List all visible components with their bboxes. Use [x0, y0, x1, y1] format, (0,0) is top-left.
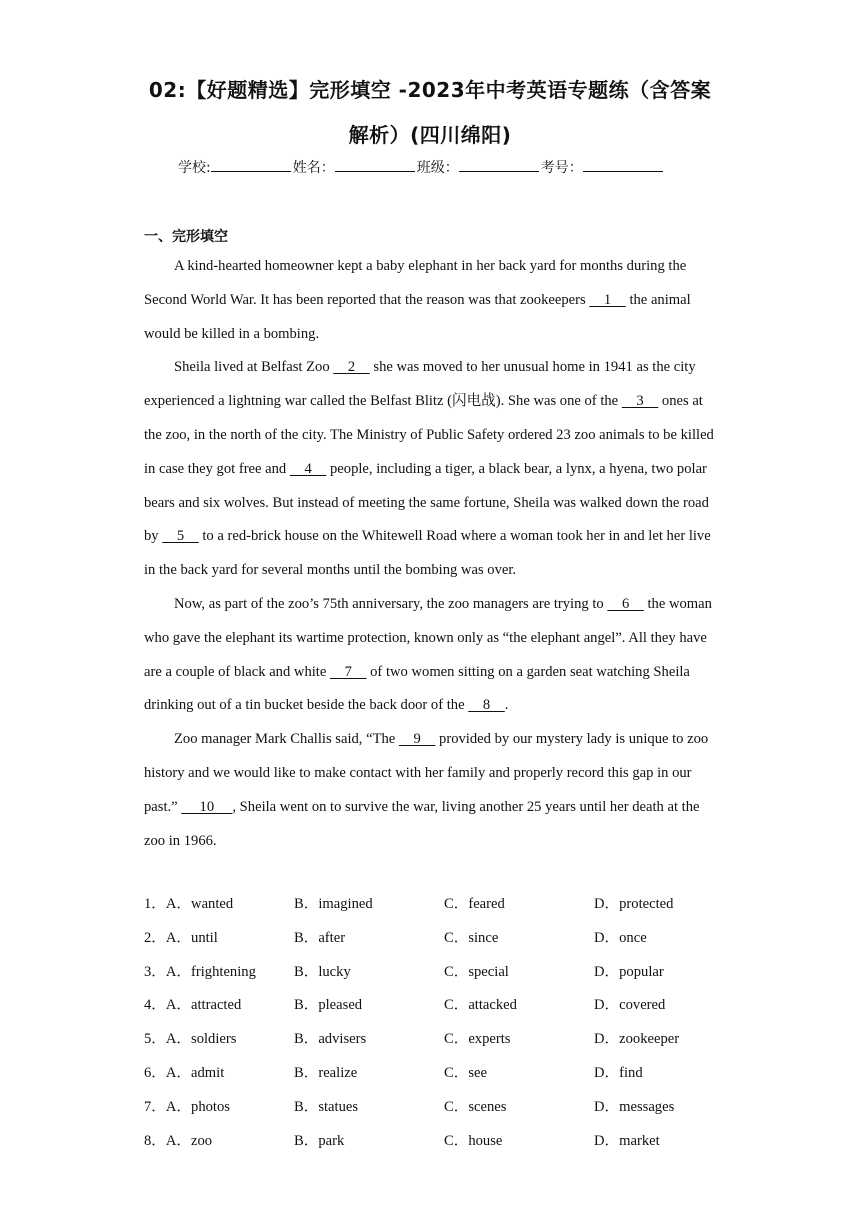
option-a: 8．A．zoo — [144, 1132, 213, 1149]
option-d: D．find — [594, 1064, 643, 1081]
passage-text: the woman who gave the elephant its wartime protection, known only as “the elephant angel”. All they have are a couple of black and white — [144, 595, 712, 680]
school-label: 学校: — [178, 160, 211, 176]
question-7-options — [144, 1091, 744, 1125]
passage-paragraph-2 — [144, 351, 722, 588]
question-1-options — [144, 888, 744, 922]
passage-paragraph-4 — [144, 723, 722, 858]
option-d: D．zookeeper — [594, 1031, 680, 1048]
passage-text: people, including a tiger, a black bear, a lynx, a hyena, two polar bears and six wolves. But instead of meeting the same fortune, Sheila was walked down the road by — [144, 460, 709, 545]
blank-5: 5 — [162, 528, 199, 545]
name-blank — [335, 157, 415, 172]
passage-text: the animal would be killed in a bombing. — [144, 291, 691, 342]
blank-3: 3 — [621, 393, 659, 410]
option-c: C．house — [444, 1132, 503, 1149]
cloze-passage — [144, 250, 722, 858]
question-4-options — [144, 989, 744, 1023]
section-heading: 一、完形填空 — [144, 229, 228, 245]
question-2-options — [144, 922, 744, 956]
option-d: D．market — [594, 1132, 660, 1149]
option-d: D．covered — [594, 997, 666, 1014]
passage-text: Zoo manager Mark Challis said, “The — [174, 731, 399, 748]
option-c: C．since — [444, 929, 499, 946]
option-b: B．statues — [294, 1098, 359, 1115]
option-c: C．see — [444, 1064, 487, 1081]
option-d: D．popular — [594, 963, 664, 980]
blank-8: 8 — [468, 697, 505, 714]
passage-text: of two women sitting on a garden seat watching Sheila drinking out of a tin bucket beside the back door of the — [144, 663, 690, 714]
blank-9: 9 — [398, 731, 436, 748]
option-b: B．realize — [294, 1064, 358, 1081]
option-a: 7．A．photos — [144, 1098, 230, 1115]
blank-7: 7 — [330, 663, 367, 680]
class-blank — [459, 157, 539, 172]
option-c: C．experts — [444, 1031, 511, 1048]
passage-text: Sheila lived at Belfast Zoo — [174, 359, 334, 376]
blank-1: 1 — [589, 291, 626, 308]
option-d: D．messages — [594, 1098, 675, 1115]
option-c: C．scenes — [444, 1098, 507, 1115]
passage-text: A kind-hearted homeowner kept a baby elephant in her back yard for months during the Second World War. It has been reported that the reason was that zookeepers — [144, 258, 687, 308]
passage-text: she was moved to her unusual home in 1941 as the city experienced a lightning war called the Belfast Blitz (闪电战). She was one of the — [144, 359, 696, 410]
option-c: C．special — [444, 963, 509, 980]
class-label: 班级： — [416, 160, 459, 176]
option-c: C．feared — [444, 896, 505, 912]
blank-2: 2 — [333, 359, 370, 376]
student-info-line — [178, 157, 665, 177]
school-blank — [211, 157, 291, 172]
passage-paragraph-3 — [144, 588, 722, 723]
question-3-options — [144, 956, 744, 990]
option-a: 5．A．soldiers — [144, 1031, 237, 1048]
passage-text: . — [504, 697, 509, 714]
answer-options — [144, 888, 744, 1158]
option-b: B．imagined — [294, 896, 373, 912]
option-b: B．lucky — [294, 963, 351, 980]
name-label: 姓名： — [292, 160, 335, 176]
passage-text: ones at the zoo, in the north of the city. The Ministry of Public Safety ordered 23 zoo animals to be killed in case they got free and — [144, 393, 714, 477]
option-c: C．attacked — [444, 997, 517, 1014]
passage-text: provided by our mystery lady is unique to zoo history and we would like to make contact with her family and properly record this gap in our past.” — [144, 731, 709, 815]
document-title-line-2: 解析）(四川绵阳) — [348, 123, 512, 147]
option-b: B．park — [294, 1132, 345, 1149]
blank-6: 6 — [607, 595, 644, 612]
option-b: B．advisers — [294, 1031, 367, 1048]
option-d: D．once — [594, 929, 647, 946]
question-8-options — [144, 1125, 744, 1159]
option-a: 2．A．until — [144, 929, 218, 946]
question-5-options — [144, 1023, 744, 1057]
passage-text: , Sheila went on to survive the war, living another 25 years until her death at the zoo in 1966. — [144, 798, 700, 849]
option-d: D．protected — [594, 896, 674, 912]
exam-number-label: 考号： — [540, 160, 583, 176]
blank-4: 4 — [289, 460, 327, 477]
blank-10: 10 — [181, 798, 233, 815]
passage-text: Now, as part of the zoo’s 75th anniversary, the zoo managers are trying to — [174, 595, 608, 612]
option-a: 3．A．frightening — [144, 963, 256, 980]
option-b: B．after — [294, 929, 346, 946]
option-a: 4．A．attracted — [144, 997, 242, 1014]
exam-number-blank — [583, 157, 663, 172]
passage-text: to a red-brick house on the Whitewell Road where a woman took her in and let her live in the back yard for several months until the bombing was over. — [144, 528, 711, 579]
option-b: B．pleased — [294, 997, 363, 1014]
document-title-line-1: 02:【好题精选】完形填空 -2023年中考英语专题练（含答案 — [148, 78, 712, 102]
option-a: 1．A．wanted — [144, 896, 234, 912]
question-6-options — [144, 1057, 744, 1091]
option-a: 6．A．admit — [144, 1064, 225, 1081]
passage-paragraph-1 — [144, 250, 722, 351]
